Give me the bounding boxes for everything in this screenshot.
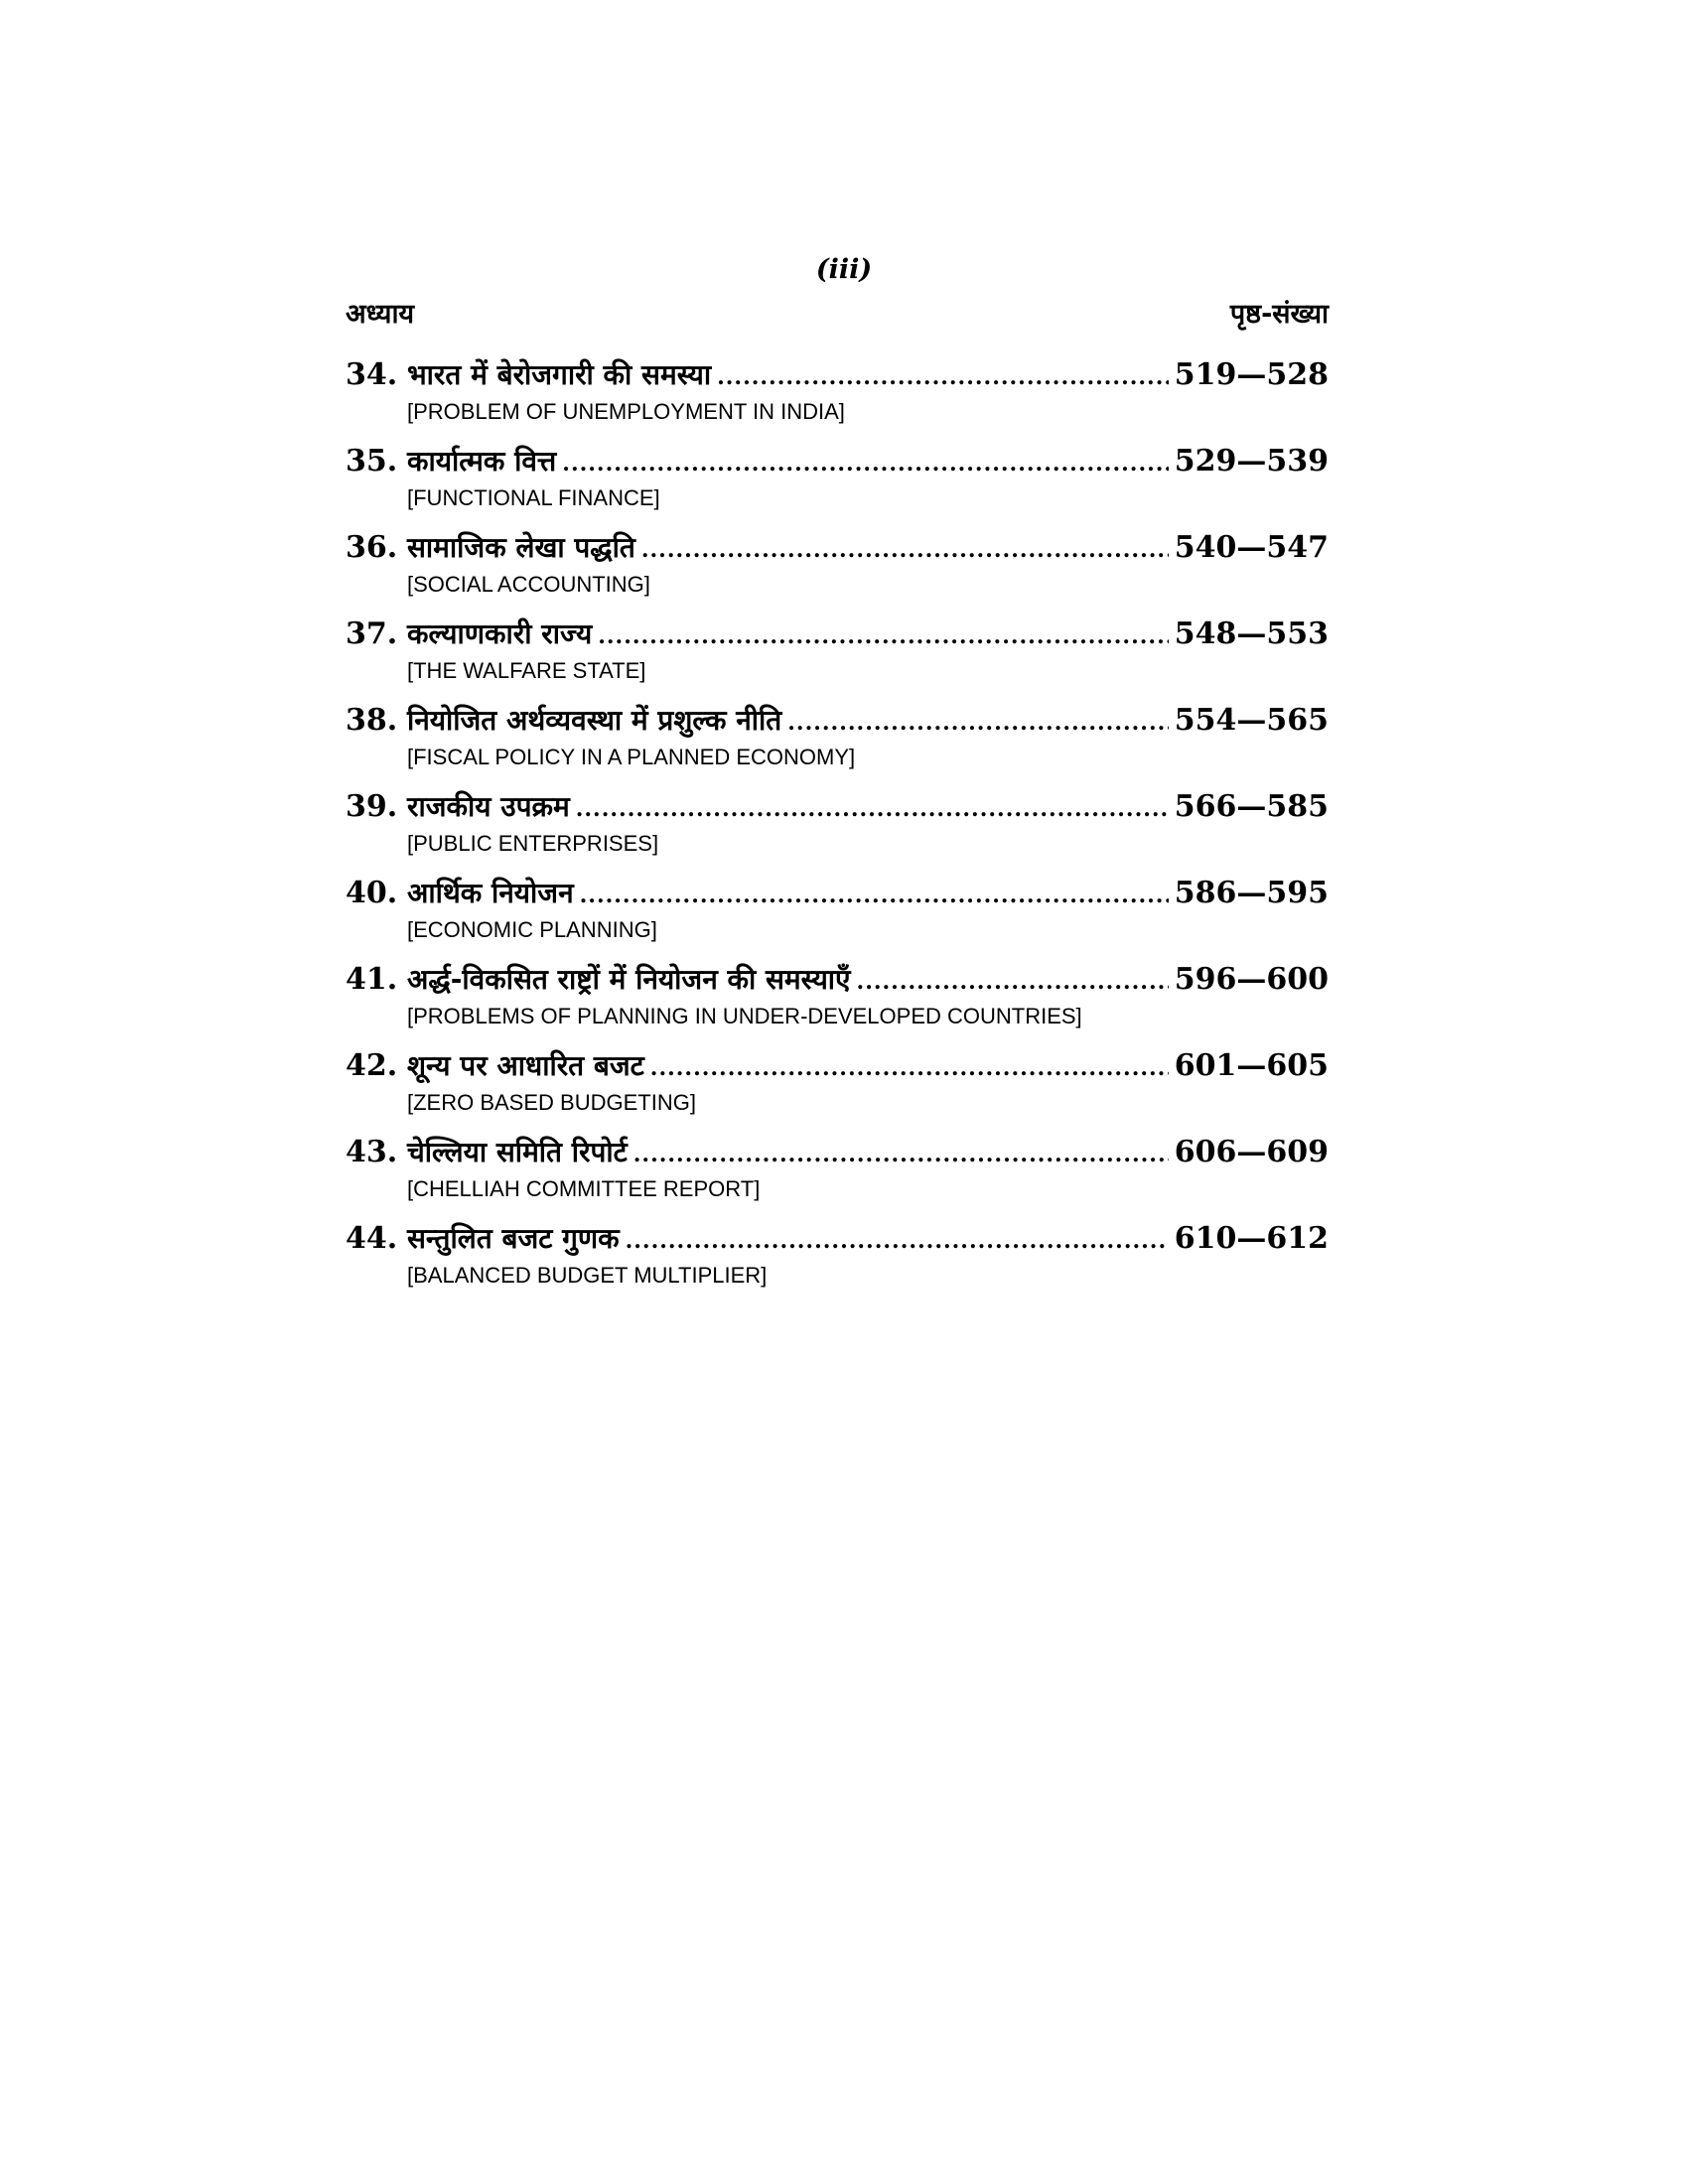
chapter-title: आर्थिक नियोजन bbox=[407, 877, 574, 909]
chapter-number: 36. bbox=[346, 530, 398, 565]
toc-entry[interactable] bbox=[346, 526, 1329, 613]
chapter-pages: 601—605 bbox=[1174, 1048, 1329, 1083]
chapter-english-title: [THE WALFARE STATE] bbox=[407, 658, 646, 683]
dot-leader bbox=[650, 1046, 1169, 1090]
chapter-title: अर्द्ध-विकसित राष्ट्रों में नियोजन की समस्याएँ bbox=[407, 963, 851, 996]
chapter-number: 44. bbox=[346, 1221, 398, 1256]
toc-entry[interactable] bbox=[346, 872, 1329, 958]
toc-entry[interactable] bbox=[346, 958, 1329, 1044]
chapter-english-title: [PROBLEM OF UNEMPLOYMENT IN INDIA] bbox=[407, 399, 845, 424]
chapter-title: चेल्लिया समिति रिपोर्ट bbox=[407, 1136, 628, 1168]
dot-leader bbox=[641, 528, 1169, 572]
chapter-title: कल्याणकारी राज्य bbox=[407, 617, 593, 650]
chapter-title: शून्य पर आधारित बजट bbox=[407, 1049, 644, 1082]
chapter-pages: 586—595 bbox=[1174, 876, 1329, 910]
chapter-pages: 519—528 bbox=[1174, 357, 1329, 392]
toc-header bbox=[346, 290, 1329, 334]
chapter-pages: 596—600 bbox=[1174, 962, 1329, 997]
chapter-pages: 529—539 bbox=[1174, 444, 1329, 478]
chapter-number: 34. bbox=[346, 357, 398, 392]
toc-entry[interactable] bbox=[346, 1044, 1329, 1131]
chapter-pages: 540—547 bbox=[1174, 530, 1329, 565]
chapter-number: 35. bbox=[346, 444, 398, 478]
chapter-english-title: [FISCAL POLICY IN A PLANNED ECONOMY] bbox=[407, 745, 856, 769]
chapter-column-label: अध्याय bbox=[346, 298, 415, 330]
chapter-pages: 548—553 bbox=[1174, 616, 1329, 651]
chapter-title: कार्यात्मक वित्त bbox=[407, 445, 557, 478]
dot-leader bbox=[576, 787, 1169, 831]
chapter-number: 41. bbox=[346, 962, 398, 997]
toc-entry[interactable] bbox=[346, 440, 1329, 526]
chapter-title: नियोजित अर्थव्यवस्था में प्रशुल्क नीति bbox=[407, 704, 782, 737]
chapter-english-title: [ECONOMIC PLANNING] bbox=[407, 917, 657, 942]
chapter-english-title: [PUBLIC ENTERPRISES] bbox=[407, 831, 659, 856]
chapter-number: 43. bbox=[346, 1135, 398, 1169]
dot-leader bbox=[626, 1219, 1169, 1263]
dot-leader bbox=[580, 874, 1169, 917]
toc-entry[interactable] bbox=[346, 1217, 1329, 1303]
chapter-number: 38. bbox=[346, 703, 398, 738]
chapter-number: 39. bbox=[346, 789, 398, 824]
dot-leader bbox=[717, 355, 1169, 399]
toc-entry[interactable] bbox=[346, 785, 1329, 872]
chapter-pages: 606—609 bbox=[1174, 1135, 1329, 1169]
chapter-title: भारत में बेरोजगारी की समस्या bbox=[407, 358, 712, 391]
chapter-pages: 554—565 bbox=[1174, 703, 1329, 738]
dot-leader bbox=[562, 442, 1168, 485]
toc-entry[interactable] bbox=[346, 353, 1329, 440]
chapter-pages: 610—612 bbox=[1174, 1221, 1329, 1256]
chapter-number: 37. bbox=[346, 616, 398, 651]
chapter-english-title: [PROBLEMS OF PLANNING IN UNDER-DEVELOPED COUNTRIES] bbox=[407, 1004, 1082, 1028]
dot-leader bbox=[857, 960, 1169, 1004]
dot-leader bbox=[633, 1133, 1169, 1176]
dot-leader bbox=[598, 614, 1169, 658]
chapter-english-title: [FUNCTIONAL FINANCE] bbox=[407, 485, 660, 510]
chapter-number: 40. bbox=[346, 876, 398, 910]
table-of-contents bbox=[346, 353, 1329, 1303]
page-number-column-label: पृष्ठ-संख्या bbox=[1229, 298, 1329, 330]
chapter-english-title: [BALANCED BUDGET MULTIPLIER] bbox=[407, 1263, 768, 1288]
chapter-english-title: [CHELLIAH COMMITTEE REPORT] bbox=[407, 1176, 761, 1201]
page-number: (iii) bbox=[815, 254, 873, 285]
chapter-english-title: [SOCIAL ACCOUNTING] bbox=[407, 572, 650, 597]
chapter-number: 42. bbox=[346, 1048, 398, 1083]
chapter-title: सन्तुलित बजट गुणक bbox=[407, 1222, 620, 1255]
dot-leader bbox=[787, 701, 1168, 745]
chapter-english-title: [ZERO BASED BUDGETING] bbox=[407, 1090, 696, 1115]
toc-entry[interactable] bbox=[346, 699, 1329, 785]
chapter-title: राजकीय उपक्रम bbox=[407, 790, 570, 823]
chapter-title: सामाजिक लेखा पद्धति bbox=[407, 531, 635, 564]
toc-entry[interactable] bbox=[346, 613, 1329, 699]
toc-entry[interactable] bbox=[346, 1131, 1329, 1217]
chapter-pages: 566—585 bbox=[1174, 789, 1329, 824]
